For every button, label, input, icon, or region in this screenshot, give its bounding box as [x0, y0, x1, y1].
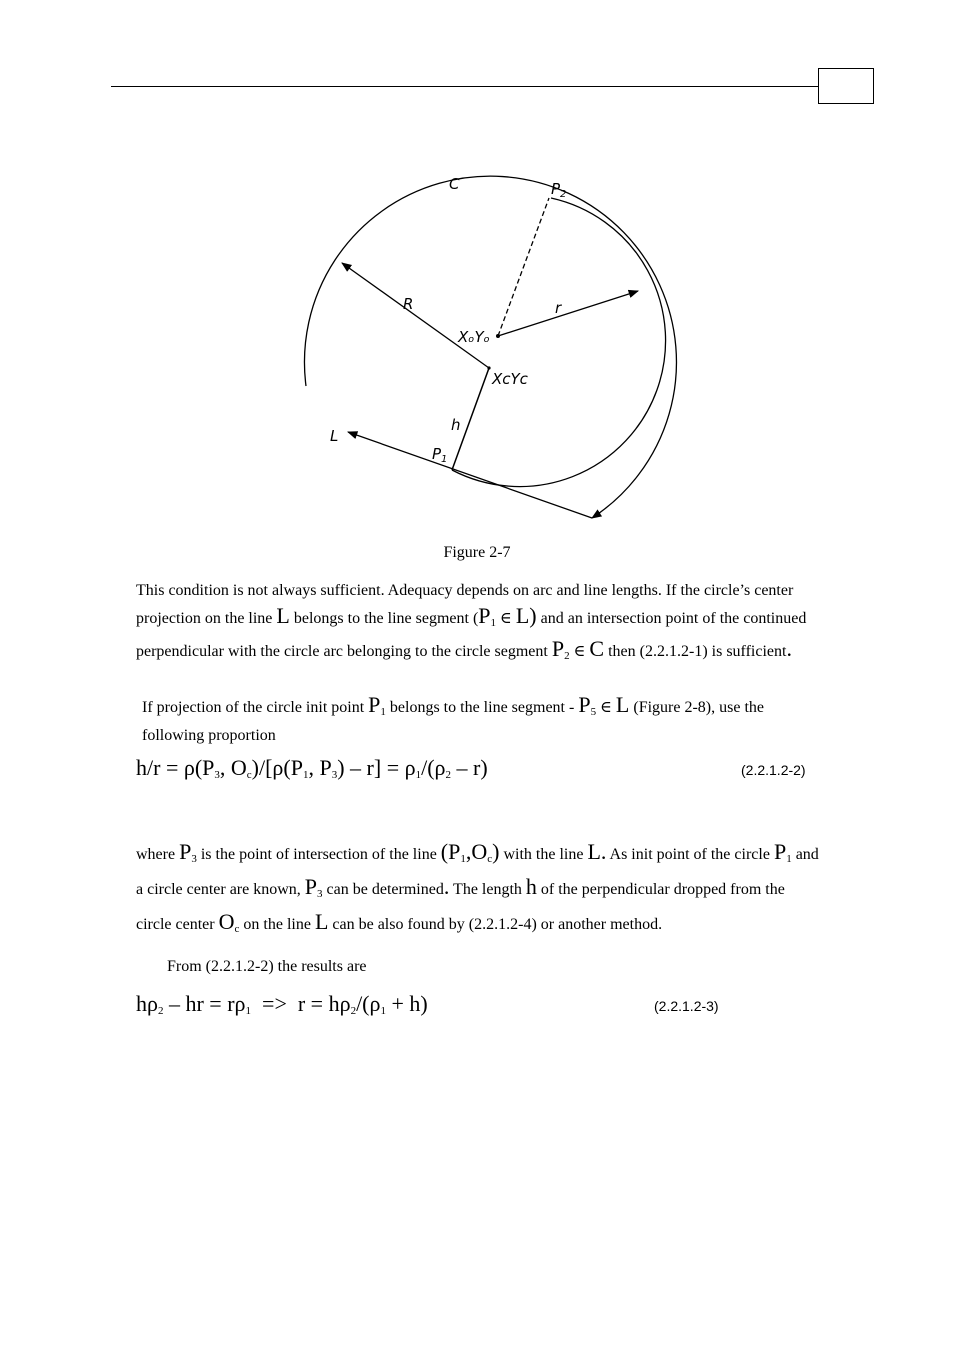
center-point-c [487, 366, 490, 369]
radius-small-line [498, 291, 638, 336]
equation-number-1: (2.2.1.2-2) [741, 762, 806, 778]
label-xoyo: XₒYₒ [458, 328, 490, 346]
paragraph-4: From (2.2.1.2-2) the results are [167, 958, 367, 975]
label-c: C [449, 175, 460, 193]
equation-number-2: (2.2.1.2-3) [654, 998, 719, 1014]
paragraph-3: where $P_3$ is the point of intersection of the line $(P_1,O_c)$ with the line L. As init point of the circle $P_1$ and a circle center are known, $P_3$ can be determined. The length h of the perpendicular dropped from the circle center $O_c$ on the line L can be also found by (2.2.1.2-4) or another method. [136, 839, 819, 935]
center-point-o [496, 334, 500, 338]
label-r-small: r [555, 299, 562, 317]
figure-caption: Figure 2-7 [443, 544, 511, 561]
label-h: h [451, 416, 461, 434]
paragraph-2: If projection of the circle init point $P_1$ belongs to the line segment - $P_5$ ∈ L (Figure 2-8), use the following proportion [142, 692, 764, 744]
header-rule [111, 86, 819, 87]
figure-drawing [280, 160, 700, 540]
page-number-box [818, 68, 874, 104]
radius-big-line [342, 263, 489, 368]
paragraph-1: This condition is not always sufficient. Adequacy depends on arc and line lengths. If the circle’s center projection on the line L belongs to the line segment ($P_1$ ∈ L) and an intersection point of the continued perpendicular with the circle arc belonging to the circle segment $P_2$ ∈ C then (2.2.1.2-1) is sufficient. [136, 582, 807, 662]
equation-2-2-1-2-2: $h/r = \rho(P_3$, $O_c)/[\rho(P_1$, $P_3) - r] = \rho_1/(\rho_2 - r)$ [136, 755, 488, 781]
label-l: L [330, 427, 339, 445]
figure-2-7 [280, 160, 700, 540]
label-r-big: R [403, 295, 414, 313]
label-xcyc: XᴄYᴄ [492, 370, 528, 388]
dashed-line [498, 198, 549, 336]
label-p1: $P_1$ [432, 445, 448, 465]
equation-2-2-1-2-3: $h\rho_2$ – hr = $r\rho_1 => r = h\rho_2/(\rho_1 + h)$ [136, 991, 428, 1017]
circle-arc-big [304, 176, 676, 518]
label-p2: $P_2$ [551, 180, 567, 200]
line-l [348, 432, 592, 518]
